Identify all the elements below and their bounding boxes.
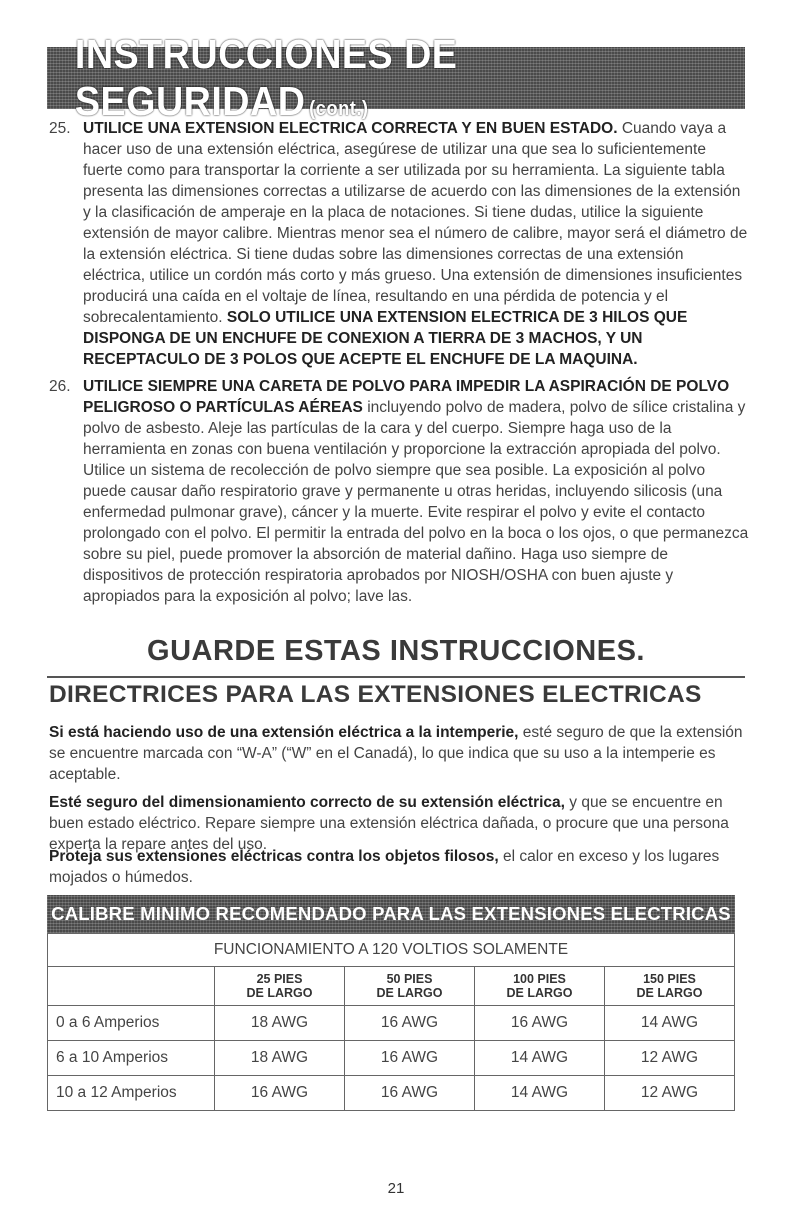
paragraph xyxy=(49,722,749,785)
item-lead: UTILICE UNA EXTENSION ELECTRICA CORRECTA Y EN BUEN ESTADO. xyxy=(83,120,618,137)
header-banner xyxy=(47,31,745,124)
table-row xyxy=(48,1076,735,1111)
table-subtitle-row xyxy=(48,934,735,967)
list-item xyxy=(49,118,749,370)
item-tail: SOLO UTILICE UNA EXTENSION ELECTRICA DE 3 HILOS QUE DISPONGA DE UN ENCHUFE DE CONEXION A TIERRA DE 3 MACHOS, Y UN RECEPTACULO DE 3 POLOS QUE ACEPTE EL ENCHUFE DE LA MAQUINA. xyxy=(83,309,688,368)
paragraph-lead: Esté seguro del dimensionamiento correcto de su extensión eléctrica, xyxy=(49,794,565,811)
column-header-line2: DE LARGO xyxy=(246,986,313,1000)
table-header-row xyxy=(48,967,735,1006)
table-header-empty xyxy=(48,967,215,1006)
list-item xyxy=(49,376,749,607)
paragraph-text: y que se encuentre en buen estado eléctrico. Repare siempre una extensión eléctrica dañada, o procure que una persona experta la repare antes del uso. xyxy=(49,794,729,853)
item-text: incluyendo polvo de madera, polvo de sílice cristalina y polvo de asbesto. Aleje las partículas de la cara y del cuerpo. Siempre haga uso de la herramienta en zonas con buena ventilación y proporcione la extracción apropiada del polvo. Utilice un sistema de recolección de polvo siempre que sea posible. La exposición al polvo puede causar daño respiratorio grave y permanente u otras heridas, incluyendo silicosis (una enfermedad pulmonar grave), cáncer y la muerte. Evite respirar el polvo y evite el contacto prolongado con el polvo. El permitir la entrada del polvo en la boca o los ojos, o que permanezca sobre su piel, puede promover la absorción de material dañino. Haga uso siempre de dispositivos de protección respiratoria aprobados por NIOSH/OSHA con buen ajuste y apropiados para la exposición al polvo; lave las. xyxy=(83,399,749,605)
table-cell: 14 AWG xyxy=(475,1041,605,1076)
table-cell: 16 AWG xyxy=(345,1076,475,1111)
column-header-line1: 150 PIES xyxy=(643,972,696,986)
column-header-line2: DE LARGO xyxy=(636,986,703,1000)
item-number: 26. xyxy=(49,378,71,395)
table-cell: 18 AWG xyxy=(215,1041,345,1076)
item-text: Cuando vaya a hacer uso de una extensión eléctrica, asegúrese de utilizar una que sea lo suficientemente fuerte como para transportar la corriente a ser utilizada por su herramienta. La siguiente tabla presenta las dimensiones correctas a utilizarse de acuerdo con las dimensiones de la extensión y la clasificación de amperaje en la placa de notaciones. Si tiene dudas, utilice la siguiente extensión de mayor calibre. Mientras menor sea el número de calibre, mayor será el diámetro de la extensión eléctrica. Si tiene dudas sobre las dimensiones correctas de una extensión eléctrica, utilice un cordón más corto y más grueso. Una extensión de dimensiones insuficientes producirá una caída en el voltaje de línea, resultando en una pérdida de potencia y el sobrecalentamiento. xyxy=(83,120,748,326)
column-header xyxy=(345,967,475,1006)
table-cell: 12 AWG xyxy=(605,1076,735,1111)
table-cell: 16 AWG xyxy=(475,1006,605,1041)
item-body xyxy=(83,118,749,370)
table-row xyxy=(48,1041,735,1076)
row-label: 0 a 6 Amperios xyxy=(48,1006,215,1041)
column-header xyxy=(475,967,605,1006)
table-cell: 18 AWG xyxy=(215,1006,345,1041)
section-heading: DIRECTRICES PARA LAS EXTENSIONES ELECTRICAS xyxy=(49,681,702,708)
table-title: CALIBRE MINIMO RECOMENDADO PARA LAS EXTENSIONES ELECTRICAS xyxy=(47,895,735,933)
page-number: 21 xyxy=(387,1180,405,1197)
column-header-line1: 100 PIES xyxy=(513,972,566,986)
divider xyxy=(47,676,745,678)
row-label: 10 a 12 Amperios xyxy=(48,1076,215,1111)
page-title-suffix: (cont.) xyxy=(309,98,369,120)
item-lead: UTILICE SIEMPRE UNA CARETA DE POLVO PARA IMPEDIR LA ASPIRACIÓN DE POLVO PELIGROSO O PARTÍCULAS AÉREAS xyxy=(83,378,730,416)
paragraph-lead: Si está haciendo uso de una extensión eléctrica a la intemperie, xyxy=(49,724,519,741)
table-cell: 16 AWG xyxy=(345,1006,475,1041)
paragraph xyxy=(49,846,749,888)
column-header-line1: 25 PIES xyxy=(256,972,303,986)
column-header xyxy=(605,967,735,1006)
column-header-line2: DE LARGO xyxy=(376,986,443,1000)
page-title xyxy=(75,31,717,125)
column-header-line1: 50 PIES xyxy=(386,972,433,986)
item-number: 25. xyxy=(49,120,71,137)
page-title-text: INSTRUCCIONES DE SEGURIDAD xyxy=(74,31,458,124)
table-subtitle: FUNCIONAMIENTO A 120 VOLTIOS SOLAMENTE xyxy=(48,934,735,967)
safety-list xyxy=(49,118,749,613)
item-body xyxy=(83,376,749,607)
table-cell: 16 AWG xyxy=(345,1041,475,1076)
table-cell: 14 AWG xyxy=(605,1006,735,1041)
column-header xyxy=(215,967,345,1006)
save-instructions-heading: GUARDE ESTAS INSTRUCCIONES. xyxy=(147,635,645,667)
table-cell: 12 AWG xyxy=(605,1041,735,1076)
row-label: 6 a 10 Amperios xyxy=(48,1041,215,1076)
paragraph-text: el calor en exceso y los lugares mojados o húmedos. xyxy=(49,848,720,886)
gauge-grid xyxy=(47,933,735,1111)
table-cell: 16 AWG xyxy=(215,1076,345,1111)
paragraph-lead: Proteja sus extensiones eléctricas contra los objetos filosos, xyxy=(49,848,499,865)
column-header-line2: DE LARGO xyxy=(506,986,573,1000)
table-cell: 14 AWG xyxy=(475,1076,605,1111)
gauge-table xyxy=(47,895,735,1111)
table-row xyxy=(48,1006,735,1041)
paragraph-text: esté seguro de que la extensión se encuentre marcada con “W-A” (“W” en el Canadá), lo que indica que su uso a la intemperie es aceptable. xyxy=(49,724,743,783)
